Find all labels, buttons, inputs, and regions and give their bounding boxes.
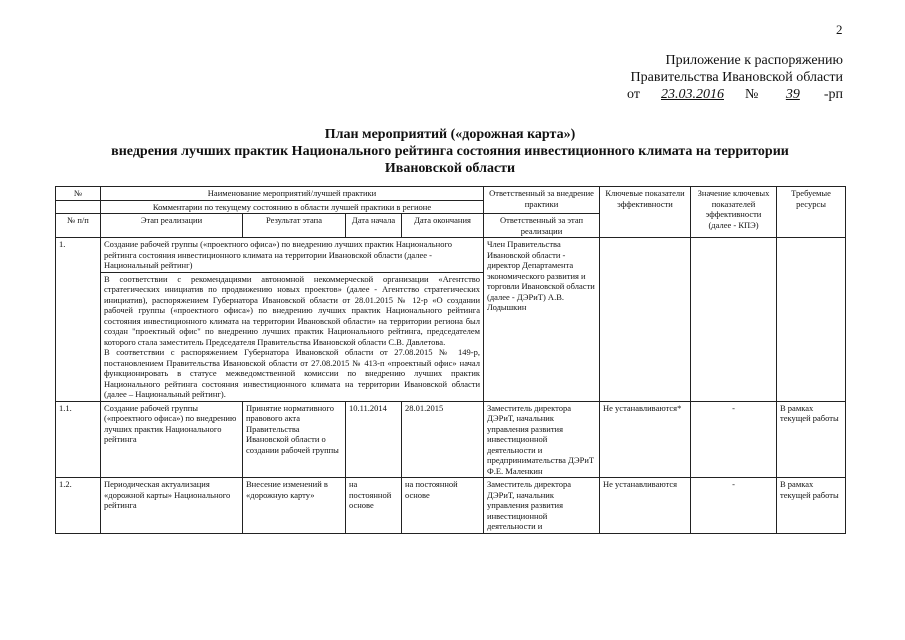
- row-date-end: на постоянной основе: [402, 478, 484, 534]
- row-kpi-value: -: [691, 401, 777, 478]
- section-1-resources: [777, 238, 846, 402]
- section-1-comment-p2: В соответствии с распоряжением Губернатора Ивановской области от 27.08.2015 № 149-р, постановлением Правительства Ивановской области от 27.08.2015 № 413-п «проектный офис» начал функционировать в статусе межведомственной комиссии по внедрению лучших практик Национального рейтинга состояния инвестиционного климата на территории Ивановской области (далее – Национальный рейтинг).: [104, 347, 481, 399]
- row-stage: Периодическая актуализация «дорожной карты» Национального рейтинга: [101, 478, 243, 534]
- annex-number: 39: [785, 87, 800, 102]
- annex-block: [627, 52, 843, 103]
- row-stage: Создание рабочей группы («проектного офиса») по внедрению лучших практик Национального рейтинга: [101, 401, 243, 478]
- title-line-3: Ивановской области: [384, 161, 516, 176]
- section-1-kpi-value: [691, 238, 777, 402]
- roadmap-table: [55, 186, 846, 534]
- title-line-1: План мероприятий («дорожная карта»): [324, 127, 576, 142]
- row-result: Внесение изменений в «дорожную карту»: [243, 478, 346, 534]
- row-date-start: на постоянной основе: [346, 478, 402, 534]
- section-1-responsible: Член Правительства Ивановской области - директор Департамента экономического развития и торговли Ивановской области (далее - ДЭРиТ) А.В. Лодышкин: [484, 238, 600, 402]
- table-row: [56, 401, 846, 478]
- document-title: [40, 126, 860, 177]
- annex-date: 23.03.2016: [660, 87, 724, 102]
- header-num-blank: [56, 200, 101, 214]
- header-num-pp: № п/п: [56, 214, 101, 238]
- row-result: Принятие нормативного правового акта Правительства Ивановской области о создании рабочей группы: [243, 401, 346, 478]
- row-resources: В рамках текущей работы: [777, 401, 846, 478]
- row-num: 1.1.: [56, 401, 101, 478]
- annex-suffix: -рп: [823, 87, 843, 102]
- annex-number-label: №: [744, 87, 759, 102]
- section-1-comment-p1: В соответствии с рекомендациями автономной некоммерческой организации «Агентство стратегических инициатив по продвижению новых проектов» (далее - Агентство стратегических инициатив), распоряжением Губернатора Ивановской области от 28.01.2015 № 12-р «О создании рабочей группы («проектного офиса») по внедрению лучших практик Национального рейтинга состояния инвестиционного климата на территории Ивановской области» на территории региона был создан "проектный офис" по внедрению лучших практик Национального рейтинга, председателем которого стала заместитель Председателя Правительства Ивановской области С.В. Давлетова.: [104, 273, 481, 347]
- header-name: Наименование мероприятий/лучшей практики: [101, 187, 484, 201]
- annex-line-1: Приложение к распоряжению: [665, 53, 843, 68]
- header-num: №: [56, 187, 101, 201]
- header-comments: Комментарии по текущему состоянию в области лучшей практики в регионе: [101, 200, 484, 214]
- header-kpi: Ключевые показатели эффективности: [600, 187, 691, 238]
- header-date-start: Дата начала: [346, 214, 402, 238]
- row-kpi: Не устанавливаются*: [600, 401, 691, 478]
- title-line-2: внедрения лучших практик Национального рейтинга состояния инвестиционного климата на территории: [111, 144, 789, 159]
- row-date-end: 28.01.2015: [402, 401, 484, 478]
- section-1-title-row: [56, 238, 846, 273]
- annex-line-3: [627, 86, 843, 103]
- section-1-comment: [101, 272, 484, 401]
- section-1-title: Создание рабочей группы («проектного офиса») по внедрению лучших практик Национального рейтинга состояния инвестиционного климата на территории Ивановской области (далее - Национальный рейтинг): [101, 238, 484, 273]
- table-row: [56, 478, 846, 534]
- row-date-start: 10.11.2014: [346, 401, 402, 478]
- annex-line-2: Правительства Ивановской области: [630, 70, 843, 85]
- row-resources: В рамках текущей работы: [777, 478, 846, 534]
- header-kpi-value: Значение ключевых показателей эффективности (далее - КПЭ): [691, 187, 777, 238]
- header-date-end: Дата окончания: [402, 214, 484, 238]
- header-resources: Требуемые ресурсы: [777, 187, 846, 238]
- header-stage: Этап реализации: [101, 214, 243, 238]
- header-row-1: [56, 187, 846, 201]
- page-number: 2: [836, 22, 843, 37]
- annex-from-label: от: [627, 87, 640, 102]
- row-kpi: Не устанавливаются: [600, 478, 691, 534]
- section-1-num: 1.: [56, 238, 101, 402]
- row-responsible: Заместитель директора ДЭРиТ, начальник управления развития инвестиционной деятельности и: [484, 478, 600, 534]
- header-responsible-stage: Ответственный за этап реализации: [484, 214, 600, 238]
- row-responsible: Заместитель директора ДЭРиТ, начальник управления развития инвестиционной деятельности и предпринимательства ДЭРиТ Ф.Е. Маленкин: [484, 401, 600, 478]
- header-result: Результат этапа: [243, 214, 346, 238]
- header-responsible-practice: Ответственный за внедрение практики: [484, 187, 600, 214]
- section-1-kpi: [600, 238, 691, 402]
- row-kpi-value: -: [691, 478, 777, 534]
- row-num: 1.2.: [56, 478, 101, 534]
